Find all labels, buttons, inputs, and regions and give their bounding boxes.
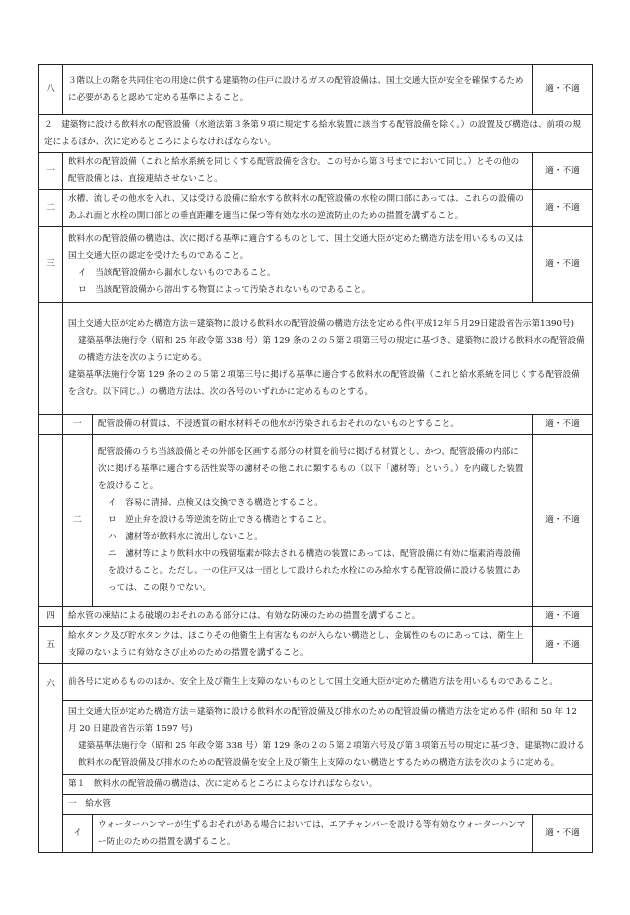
item-text: 配管設備のうち当該設備とその外部を区画する部分の材質を前号に掲げる材質とし、かつ、配管設備の内部に次に掲げる基準に適合する活性炭等の濾材その他これに類するもの（以下「濾材等」という。）を内蔵した装置を設けること。 <box>98 447 524 491</box>
conformity-choice[interactable]: 適・不適 <box>533 815 593 853</box>
item-number: 四 <box>39 607 63 627</box>
row-yon <box>39 607 593 627</box>
sub-item-i: イ 容易に清掃、点検又は交換できる構造とすること。 <box>108 498 323 508</box>
conformity-choice[interactable]: 適・不適 <box>533 153 593 190</box>
row-i <box>39 815 593 853</box>
notice-preamble: 建築基準法施行令（昭和 25 年政令第 338 号）第 129 条の２の５第２項第三号の規定に基づき、建築物に設ける飲料水の配管設備の構造方法を次のように定める。 <box>78 336 585 363</box>
section-subheading: 一 給水管 <box>63 795 593 815</box>
notice-title: 国土交通大臣が定めた構造方法＝建築物に設ける飲料水の配管設備及び排水のための配管設備の構造方法を定める件 (昭和 50 年 12 月 20 日建設省告示第 1597 号) <box>68 706 577 734</box>
item-text: ３階以上の階を共同住宅の用途に供する建築物の住戸に設けるガスの配管設備は、国土交通大臣が安全を確保するために必要があると認めて定める基準によること。 <box>63 65 533 115</box>
sub-item-ni: ニ 濾材等により飲料水中の残留塩素が除去される構造の装置にあっては、配管設備に有効に塩素消毒設備を設けること。ただし、一の住戸又は一団として設けられた水栓にのみ給水する配管設備に設ける装置にあっては、この限りでない。 <box>108 549 521 593</box>
item-text: ウォーターハンマーが生ずるおそれがある場合においては、エアチャンバーを設ける等有効なウォーターハンマー防止のための措置を講ずること。 <box>93 815 533 853</box>
row-notice-ichi <box>39 415 593 435</box>
item-number: 八 <box>39 65 63 115</box>
item-number: 三 <box>39 227 63 303</box>
item-text: 水槽、流しその他水を入れ、又は受ける設備に給水する飲料水の配管設備の水栓の開口部にあっては、これらの設備のあふれ面と水栓の開口部との垂直距離を適当に保つ等有効な水の逆流防止のための措置を講ずること。 <box>63 190 533 227</box>
conformity-choice[interactable]: 適・不適 <box>533 190 593 227</box>
checklist-sheet <box>38 64 593 853</box>
conformity-choice[interactable]: 適・不適 <box>533 435 593 607</box>
notice-title: 国土交通大臣が定めた構造方法＝建築物に設ける飲料水の配管設備の構造方法を定める件(平成12年５月29日建設省告示第1390号) <box>68 319 574 329</box>
item-text: 給水タンク及び貯水タンクは、ほこりその他衛生上有害なものが入らない構造とし、金属性のものにあっては、衛生上支障のないように有効なさび止めのための措置を講ずること。 <box>63 627 533 664</box>
row-notice-ni <box>39 435 593 607</box>
row-san <box>39 227 593 303</box>
item-number: 六 <box>39 664 63 853</box>
item-number: 一 <box>63 415 93 435</box>
item-text: 飲料水の配管設備の構造は、次に掲げる基準に適合するものとして、国土交通大臣が定めた構造方法を用いるもの又は国土交通大臣の認定を受けたものであること。 <box>68 233 524 261</box>
sub-item-ro: ロ 逆止弁を設ける等逆流を防止できる構造とすること。 <box>108 515 332 525</box>
row-roku <box>39 664 593 701</box>
notice-body: 建築基準法施行令第 129 条の２の５第２項第三号に掲げる基準に適合する飲料水の配管設備（これと給水系統を同じくする配管設備を含む。以下同じ。）の構造方法は、次の各号のいずれかに定めるものとする。 <box>68 370 580 397</box>
row-kyusuikan <box>39 795 593 815</box>
blank-cell <box>39 435 63 607</box>
notice-block <box>63 303 593 415</box>
conformity-choice[interactable]: 適・不適 <box>533 227 593 303</box>
checklist-table <box>38 64 593 853</box>
item-text: 配管設備の材質は、不浸透質の耐水材料その他水が汚染されるおそれのないものとすること。 <box>93 415 533 435</box>
row-go <box>39 627 593 664</box>
item-text: 飲料水の配管設備（これと給水系統を同じくする配管設備を含む。この号から第３号までにおいて同じ。）とその他の配管設備とは、直接連結させないこと。 <box>63 153 533 190</box>
item-number: イ <box>63 815 93 853</box>
item-text-block <box>63 227 533 303</box>
row-ichi <box>39 153 593 190</box>
section-heading: 第１ 飲料水の配管設備の構造は、次に定めるところによらなければならない。 <box>63 775 593 795</box>
row-notice-1390 <box>39 303 593 415</box>
item-text: 給水管の凍結による破壊のおそれのある部分には、有効な防凍のための措置を講ずること。 <box>63 607 533 627</box>
item-text-block <box>93 435 533 607</box>
item-number: 一 <box>39 153 63 190</box>
row-item2 <box>39 115 593 153</box>
item-number: 五 <box>39 627 63 664</box>
conformity-choice[interactable]: 適・不適 <box>533 415 593 435</box>
blank-cell <box>39 303 63 415</box>
row-dai1 <box>39 775 593 795</box>
item-text: ２ 建築物に設ける飲料水の配管設備（水道法第３条第９項に規定する給水装置に該当する配管設備を除く。）の設置及び構造は、前項の規定によるほか、次に定めるところによらなければならない。 <box>39 115 593 153</box>
sub-item-ro: ロ 当該配管設備から溶出する物質によって汚染されないものであること。 <box>78 284 371 295</box>
conformity-choice[interactable]: 適・不適 <box>533 627 593 664</box>
conformity-choice[interactable]: 適・不適 <box>533 65 593 115</box>
notice-block <box>63 701 593 775</box>
item-number: 二 <box>63 435 93 607</box>
row-notice-1597 <box>39 701 593 775</box>
item-number: 二 <box>39 190 63 227</box>
row-ni <box>39 190 593 227</box>
sub-item-ha: ハ 濾材等が飲料水に流出しないこと。 <box>108 532 263 542</box>
item-text: 前各号に定めるもののほか、安全上及び衛生上支障のないものとして国土交通大臣が定めた構造方法を用いるものであること。 <box>63 664 593 701</box>
blank-cell <box>39 415 63 435</box>
notice-preamble: 建築基準法施行令（昭和 25 年政令第 338 号）第 129 条の２の５第２項第六号及び第３項第五号の規定に基づき、建築物に設ける飲料水の配管設備及び排水のための配管設備を安全上及び衛生上支障のない構造とするための構造方法を次のように定める。 <box>78 740 585 768</box>
sub-item-i: イ 当該配管設備から漏水しないものであること。 <box>78 267 276 278</box>
row-hachi <box>39 65 593 115</box>
conformity-choice[interactable]: 適・不適 <box>533 607 593 627</box>
